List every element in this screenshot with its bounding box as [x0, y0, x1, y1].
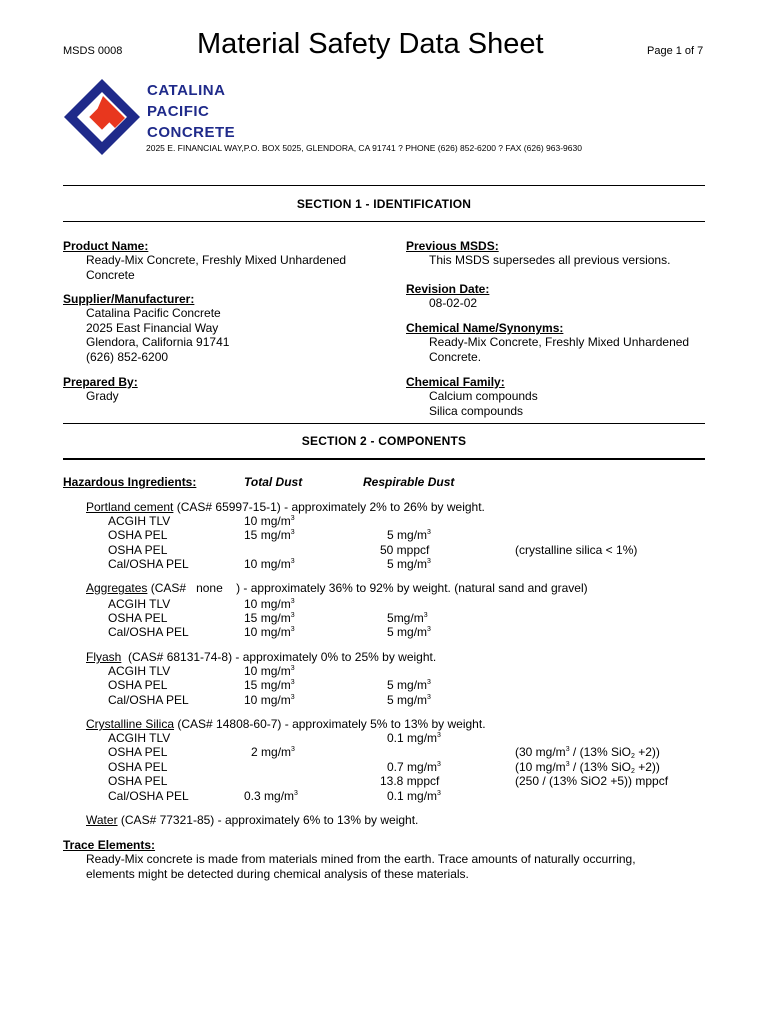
row-label: ACGIH TLV [108, 664, 171, 678]
total-dust-value: 10 $mg/m^3$ [244, 597, 295, 611]
respirable-dust-value: 5 $mg/m^3$ [387, 625, 431, 639]
row-label: OSHA PEL [108, 611, 168, 625]
row-label: Cal/OSHA PEL [108, 625, 189, 639]
respirable-dust-value: $5mg/m^3$ [387, 611, 428, 625]
total-dust-value: 15 $mg/m^3$ [244, 528, 295, 542]
note: (250 / (13% SiO2 +5)) mppcf [515, 774, 669, 788]
product-name-block [63, 239, 383, 282]
row-label: Cal/OSHA PEL [108, 693, 189, 707]
water-name: Water [86, 813, 118, 827]
trace-elements-label: Trace Elements: [63, 838, 156, 852]
aggregates-name: Aggregates [86, 581, 148, 595]
divider [63, 458, 705, 460]
total-dust-value: 0.3 $mg/m^3$ [244, 789, 298, 803]
note: (10 $mg/m^3 / (13\%$ SiO$_2$ +2)) [515, 760, 660, 775]
product-name-value-1: Ready-Mix Concrete, Freshly Mixed Unhardened [86, 253, 347, 267]
portland-cement-line [86, 500, 485, 514]
chemical-name-label: Chemical Name/Synonyms: [406, 321, 564, 335]
portland-cement-desc: (CAS# 65997-15-1) - approximately 2% to 26% by weight. [173, 500, 485, 514]
divider [63, 221, 705, 222]
previous-msds-block [406, 239, 706, 268]
respirable-dust-value: 13.8 mppcf [380, 774, 440, 788]
row-label: OSHA PEL [108, 528, 168, 542]
company-logo [63, 78, 141, 156]
row-label: OSHA PEL [108, 678, 168, 692]
divider [63, 423, 705, 424]
company-address: 2025 E. FINANCIAL WAY,P.O. BOX 5025, GLENDORA, CA 91741 ? PHONE (626) 852-6200 ? FAX (626) 963-9630 [146, 143, 582, 153]
supplier-line-2: 2025 East Financial Way [86, 320, 219, 335]
revision-date-value: 08-02-02 [429, 296, 478, 310]
chemical-family-block [406, 375, 706, 418]
hazardous-ingredients-label: Hazardous Ingredients: [63, 475, 197, 489]
chemical-family-label: Chemical Family: [406, 375, 505, 389]
total-dust-value: 10 $mg/m^3$ [244, 664, 295, 678]
document-title: Material Safety Data Sheet [197, 28, 544, 60]
flyash-name: Flyash [86, 650, 122, 664]
trace-elements-block [63, 838, 703, 881]
chemical-family-value-1: Calcium compounds [429, 389, 538, 403]
revision-date-label: Revision Date: [406, 282, 490, 296]
water-line [86, 813, 418, 827]
company-name-line2: PACIFIC [147, 103, 210, 120]
portland-cement-name: Portland cement [86, 500, 174, 514]
total-dust-value: 10 $mg/m^3$ [244, 693, 295, 707]
previous-msds-value: This MSDS supersedes all previous versions. [429, 253, 671, 267]
respirable-dust-value: 5 $mg/m^3$ [387, 678, 431, 692]
page-number: Page 1 of 7 [647, 45, 704, 57]
section1-heading: SECTION 1 - IDENTIFICATION [296, 197, 472, 211]
water-desc: (CAS# 77321-85) - approximately 6% to 13% by weight. [117, 813, 419, 827]
total-dust-header: Total Dust [244, 475, 303, 489]
flyash-line [86, 650, 436, 664]
respirable-dust-value: 0.1 $mg/m^3$ [387, 789, 441, 803]
respirable-dust-header: Respirable Dust [363, 475, 455, 489]
total-dust-value: 15 $mg/m^3$ [244, 611, 295, 625]
company-name-line1: CATALINA [147, 82, 226, 99]
row-label: ACGIH TLV [108, 597, 171, 611]
row-label: OSHA PEL [108, 760, 168, 774]
row-label: OSHA PEL [108, 774, 168, 788]
aggregates-desc: (CAS# none ) - approximately 36% to 92% by weight. (natural sand and gravel) [147, 581, 588, 595]
prepared-by-label: Prepared By: [63, 375, 138, 389]
row-label: ACGIH TLV [108, 731, 171, 745]
row-label: Cal/OSHA PEL [108, 789, 189, 803]
supplier-block [63, 292, 383, 364]
flyash-desc: (CAS# 68131-74-8) - approximately 0% to 25% by weight. [121, 650, 437, 664]
respirable-dust-value: 50 mppcf [380, 543, 430, 557]
crystalline-silica-desc: (CAS# 14808-60-7) - approximately 5% to 13% by weight. [174, 717, 486, 731]
company-name-line3: CONCRETE [147, 124, 236, 141]
aggregates-line [86, 581, 588, 595]
chemical-name-value-1: Ready-Mix Concrete, Freshly Mixed Unhardened [429, 335, 690, 349]
section2-heading: SECTION 2 - COMPONENTS [301, 434, 467, 448]
prepared-by-block [63, 375, 383, 404]
prepared-by-value: Grady [86, 389, 119, 403]
row-label: Cal/OSHA PEL [108, 557, 189, 571]
respirable-dust-value: 5 $mg/m^3$ [387, 557, 431, 571]
respirable-dust-value: 5 $mg/m^3$ [387, 528, 431, 542]
product-name-label: Product Name: [63, 239, 149, 253]
respirable-dust-value: 0.7 $mg/m^3$ [387, 760, 441, 774]
note: (crystalline silica < 1%) [515, 543, 638, 557]
row-label: OSHA PEL [108, 745, 168, 759]
trace-elements-line-2: elements might be detected during chemical analysis of these materials. [86, 866, 469, 881]
revision-block [406, 282, 706, 311]
supplier-line-4: (626) 852-6200 [86, 349, 169, 364]
row-label: OSHA PEL [108, 543, 168, 557]
respirable-dust-value: 5 $mg/m^3$ [387, 693, 431, 707]
trace-elements-line-1: Ready-Mix concrete is made from materials mined from the earth. Trace amounts of naturally occurring, [86, 852, 636, 866]
supplier-line-3: Glendora, California 91741 [86, 335, 230, 349]
respirable-dust-value: 0.1 $mg/m^3$ [387, 731, 441, 745]
row-label: ACGIH TLV [108, 514, 171, 528]
chemical-family-value-2: Silica compounds [429, 403, 524, 418]
chemical-name-block [406, 321, 706, 364]
chemical-name-value-2: Concrete. [429, 349, 482, 364]
doc-code: MSDS 0008 [63, 45, 123, 57]
supplier-line-1: Catalina Pacific Concrete [86, 306, 221, 320]
previous-msds-label: Previous MSDS: [406, 239, 499, 253]
total-dust-value: 2 $mg/m^3$ [251, 745, 295, 759]
note: (30 $mg/m^3 / (13\%$ SiO$_2$ +2)) [515, 745, 660, 760]
product-name-value-2: Concrete [86, 267, 135, 282]
total-dust-value: 10 $mg/m^3$ [244, 557, 295, 571]
total-dust-value: 10 $mg/m^3$ [244, 625, 295, 639]
crystalline-silica-name: Crystalline Silica [86, 717, 175, 731]
crystalline-silica-line [86, 717, 486, 731]
divider [63, 185, 705, 186]
total-dust-value: 10 $mg/m^3$ [244, 514, 295, 528]
supplier-label: Supplier/Manufacturer: [63, 292, 195, 306]
total-dust-value: 15 $mg/m^3$ [244, 678, 295, 692]
